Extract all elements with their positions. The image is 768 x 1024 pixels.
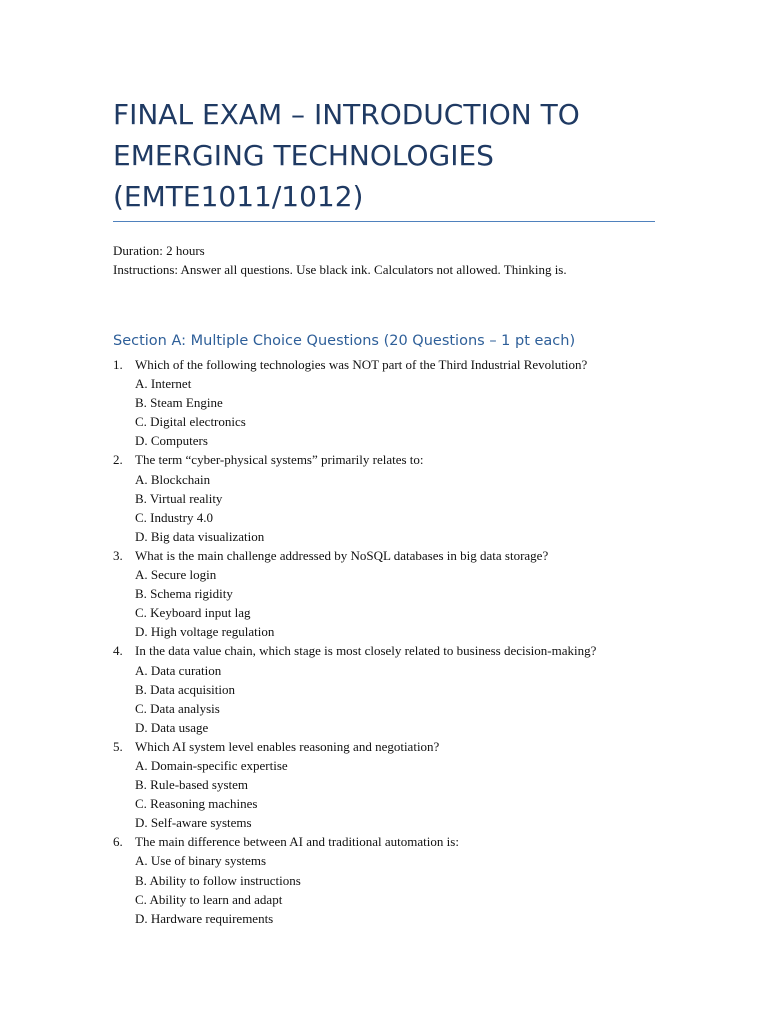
question-list	[113, 355, 683, 928]
exam-title: FINAL EXAM – INTRODUCTION TO EMERGING TECHNOLOGIES (EMTE1011/1012)	[113, 98, 580, 213]
answer-option: A. Blockchain	[135, 471, 211, 487]
question-text: The main difference between AI and traditional automation is:	[135, 834, 459, 850]
answer-options	[113, 374, 683, 450]
question-text: The term “cyber-physical systems” primarily relates to:	[135, 452, 424, 468]
answer-option: D. Computers	[135, 433, 208, 449]
section-a-heading: Section A: Multiple Choice Questions (20 Questions – 1 pt each)	[113, 333, 576, 349]
answer-options	[113, 565, 683, 641]
question-line	[113, 832, 683, 851]
answer-option: B. Data acquisition	[135, 681, 236, 697]
question-line	[113, 737, 683, 756]
question-text: What is the main challenge addressed by NoSQL databases in big data storage?	[135, 547, 549, 563]
question-item	[113, 832, 683, 927]
answer-option: B. Ability to follow instructions	[135, 872, 301, 888]
question-line	[113, 450, 683, 469]
answer-option: C. Industry 4.0	[135, 509, 213, 525]
question-number: 4.	[113, 643, 123, 659]
question-number: 6.	[113, 834, 123, 850]
answer-options	[113, 851, 683, 927]
answer-option: A. Internet	[135, 376, 192, 392]
question-line	[113, 546, 683, 565]
exam-instructions: Instructions: Answer all questions. Use black ink. Calculators not allowed. Thinking is.	[113, 262, 567, 277]
question-number: 2.	[113, 452, 123, 468]
answer-option: B. Schema rigidity	[135, 586, 233, 602]
question-item	[113, 641, 683, 736]
question-number: 3.	[113, 547, 123, 563]
question-item	[113, 450, 683, 545]
answer-option: C. Data analysis	[135, 700, 220, 716]
answer-options	[113, 756, 683, 832]
question-text: Which of the following technologies was NOT part of the Third Industrial Revolution?	[135, 357, 588, 372]
answer-option: A. Domain-specific expertise	[135, 757, 288, 773]
answer-option: D. Self-aware systems	[135, 815, 252, 831]
question-number: 5.	[113, 738, 123, 754]
answer-option: B. Rule-based system	[135, 777, 249, 793]
answer-option: A. Use of binary systems	[135, 853, 267, 869]
question-line	[113, 355, 683, 374]
answer-option: D. Data usage	[135, 719, 209, 735]
question-number: 1.	[113, 357, 123, 372]
exam-meta	[113, 241, 673, 279]
answer-option: C. Reasoning machines	[135, 796, 258, 812]
answer-option: C. Keyboard input lag	[135, 605, 251, 621]
answer-option: C. Ability to learn and adapt	[135, 891, 283, 907]
answer-option: B. Steam Engine	[135, 395, 223, 411]
answer-options	[113, 661, 683, 737]
answer-option: C. Digital electronics	[135, 414, 246, 430]
question-item	[113, 355, 683, 450]
question-text: In the data value chain, which stage is most closely related to business decision-making?	[135, 643, 597, 659]
question-text: Which AI system level enables reasoning and negotiation?	[135, 738, 440, 754]
answer-option: D. Hardware requirements	[135, 910, 274, 926]
answer-option: A. Data curation	[135, 662, 222, 678]
question-item	[113, 737, 683, 832]
question-item	[113, 546, 683, 641]
answer-option: D. High voltage regulation	[135, 624, 275, 640]
answer-option: A. Secure login	[135, 567, 217, 583]
exam-duration: Duration: 2 hours	[113, 243, 205, 258]
question-line	[113, 641, 683, 660]
title-divider	[113, 221, 655, 222]
answer-options	[113, 470, 683, 546]
answer-option: D. Big data visualization	[135, 528, 265, 544]
answer-option: B. Virtual reality	[135, 490, 223, 506]
